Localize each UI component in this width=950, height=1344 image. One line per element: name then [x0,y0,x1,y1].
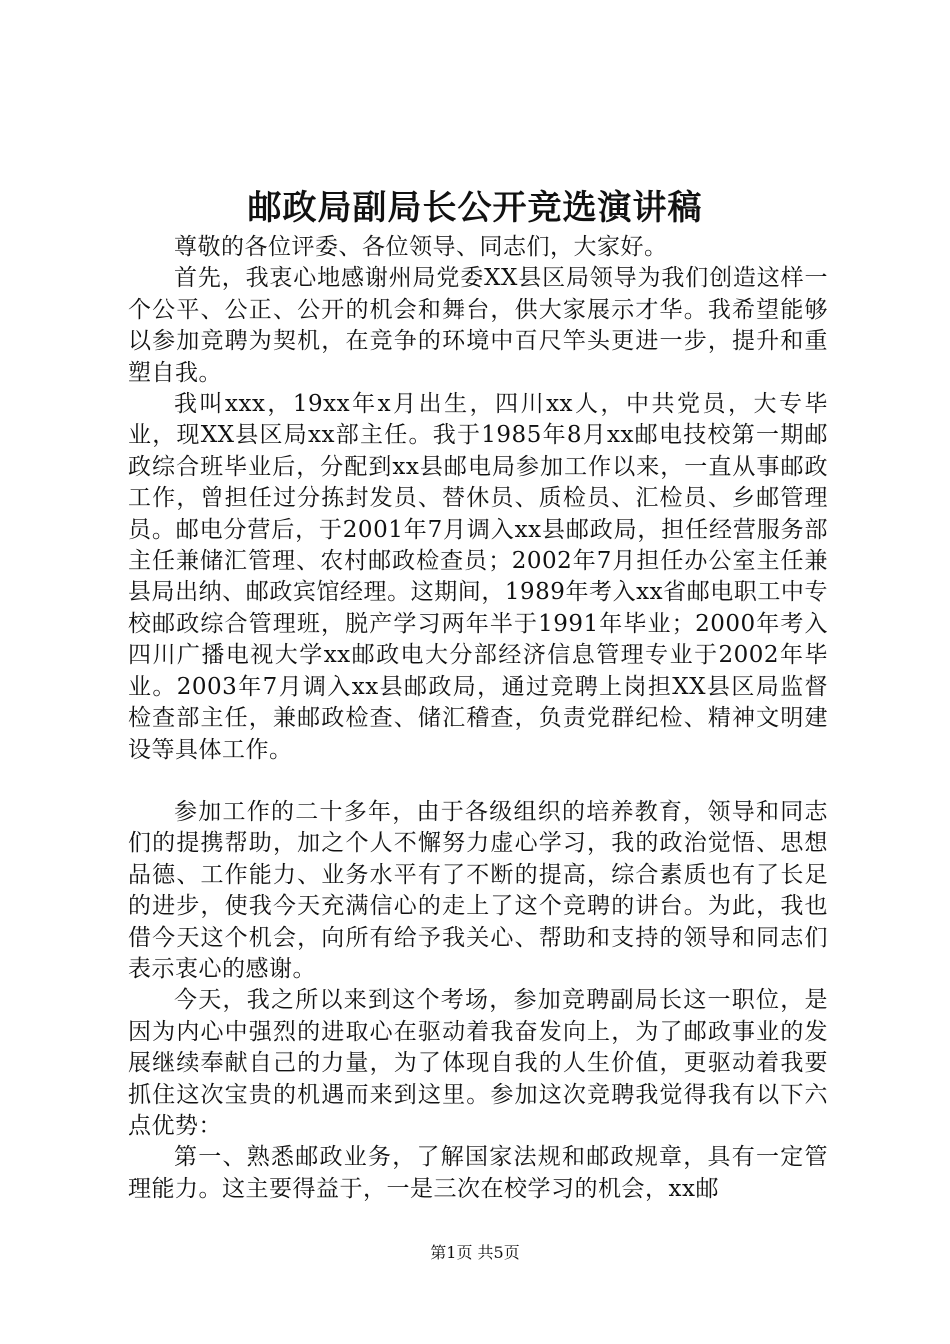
paragraph-advantage-one: 第一、熟悉邮政业务，了解国家法规和邮政规章，具有一定管理能力。这主要得益于，一是三次在校学习的机会，xx邮 [128,1144,828,1202]
document-body [128,232,828,1205]
paragraph-self-introduction: 我叫xxx，19xx年x月出生，四川xx人，中共党员，大专毕业，现XX县区局xx部主任。我于1985年8月xx邮电技校第一期邮政综合班毕业后，分配到xx县邮电局参加工作以来，一直从事邮政工作，曾担任过分拣封发员、替休员、质检员、汇检员、乡邮管理员。邮电分营后，于2001年7月调入xx县邮政局，担任经营服务部主任兼储汇管理、农村邮政检查员；2002年7月担任办公室主任兼县局出纳、邮政宾馆经理。这期间，1989年考入xx省邮电职工中专校邮政综合管理班，脱产学习两年半于1991年毕业；2000年考入四川广播电视大学xx邮政电大分部经济信息管理专业于2002年毕业。2003年7月调入xx县邮政局，通过竞聘上岗担XX县区局监督检查部主任，兼邮政检查、储汇稽查，负责党群纪检、精神文明建设等具体工作。 [128,391,828,763]
paragraph-greeting: 尊敬的各位评委、各位领导、同志们，大家好。 [174,234,668,260]
paragraph-thanks: 首先，我衷心地感谢州局党委XX县区局领导为我们创造这样一个公平、公正、公开的机会和舞台，供大家展示才华。我希望能够以参加竞聘为契机，在竞争的环境中百尺竿头更进一步，提升和重塑自我。 [128,265,828,386]
paragraph-motivation: 今天，我之所以来到这个考场，参加竞聘副局长这一职位，是因为内心中强烈的进取心在驱动着我奋发向上，为了邮政事业的发展继续奉献自己的力量，为了体现自我的人生价值，更驱动着我要抓住这次宝贵的机遇而来到这里。参加这次竞聘我觉得我有以下六点优势： [128,987,828,1139]
page-number-footer: 第1页 共5页 [430,1243,520,1262]
paragraph-growth: 参加工作的二十多年，由于各级组织的培养教育，领导和同志们的提携帮助，加之个人不懈努力虚心学习，我的政治觉悟、思想品德、工作能力、业务水平有了不断的提高，综合素质也有了长足的进步，使我今天充满信心的走上了这个竞聘的讲台。为此，我也借今天这个机会，向所有给予我关心、帮助和支持的领导和同志们表示衷心的感谢。 [128,798,828,982]
document-title: 邮政局副局长公开竞选演讲稿 [247,188,703,228]
